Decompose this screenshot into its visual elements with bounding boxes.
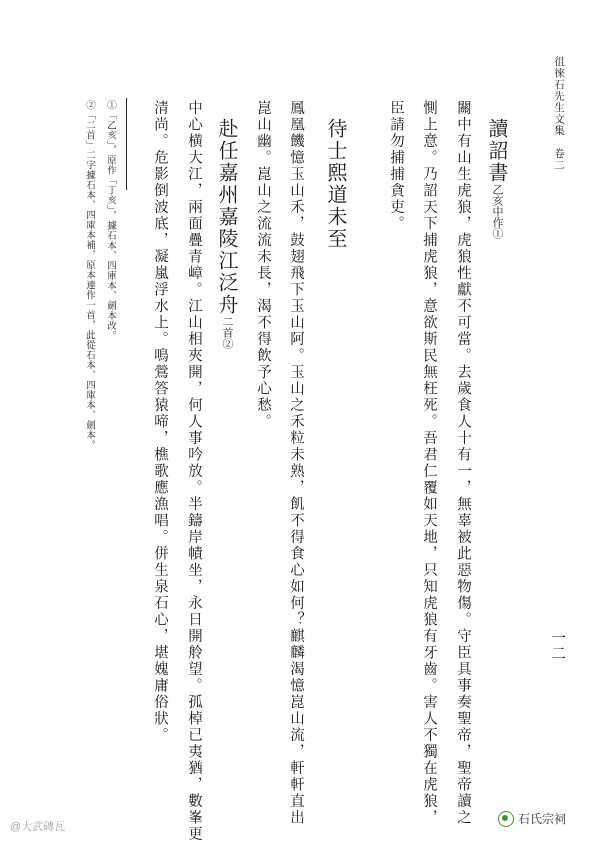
watermark-right <box>498 810 566 827</box>
poem-title-2: 待士熙道未至 <box>324 118 348 250</box>
poem-2-line-1: 鳳凰饑憶玉山禾，鼓翅飛下玉山阿。玉山之禾粒未熟，飢不得食心如何？麒麟渴憶崑山流，軒軒直出 <box>288 100 304 826</box>
running-header: 徂徠石先生文集 卷二 <box>553 56 565 171</box>
footnote-rule <box>126 98 127 190</box>
watermark-left: @大武磚瓦 <box>10 821 66 833</box>
poem-2-line-2: 崑山幽。崑山之流流未長，渴不得飲予心愁。 <box>255 100 271 430</box>
poem-title-1-note: 乙亥中作① <box>491 184 504 239</box>
poem-1-line-3: 臣請勿捕捕貪吏。 <box>388 100 404 232</box>
poem-title-3-text: 赴任嘉州嘉陵江泛舟 <box>215 118 239 316</box>
poem-3-line-2: 清尚。危影倒波底，凝嵐浮水上。鳴鶯答猿啼，樵歌應漁唱。併生泉石心，堪媿庸俗狀。 <box>152 100 168 744</box>
poem-title-1-text: 讀詔書 <box>485 118 509 184</box>
poem-title-1 <box>486 118 508 239</box>
poem-1-line-1: 關中有山生虎狼，虎狼性獻不可當。去歲食人十有一，無辜被此惡物傷。守臣具事奏聖帝，聖帝讀之 <box>455 100 471 826</box>
poem-3-line-1: 中心横大江，兩面疊青嶂。江山相夾開，何人事吟放。半鑄岸幘坐，永日開舲望。孤棹已夷猶，數峯更 <box>186 100 202 843</box>
page-number: 一二 <box>549 630 567 661</box>
poem-1-line-2: 惻上意。乃詔天下捕虎狼，意欲斯民無枉死。吾君仁覆如天地，只知虎狼有牙齒。害人不獨在虎狼， <box>421 100 437 826</box>
footnote-1: ①「乙亥」，原作「丁亥」，據石本、四庫本、劍本改。 <box>105 100 116 341</box>
poem-title-3-note: 二首② <box>221 316 234 349</box>
wechat-logo-icon <box>498 811 514 827</box>
footnote-2: ②「二首」二字據石本、四庫本補，原本連作一首，此從石本、四庫本、劍本。 <box>84 100 95 450</box>
watermark-right-text: 石氏宗祠 <box>518 812 567 826</box>
poem-title-3 <box>216 118 238 349</box>
